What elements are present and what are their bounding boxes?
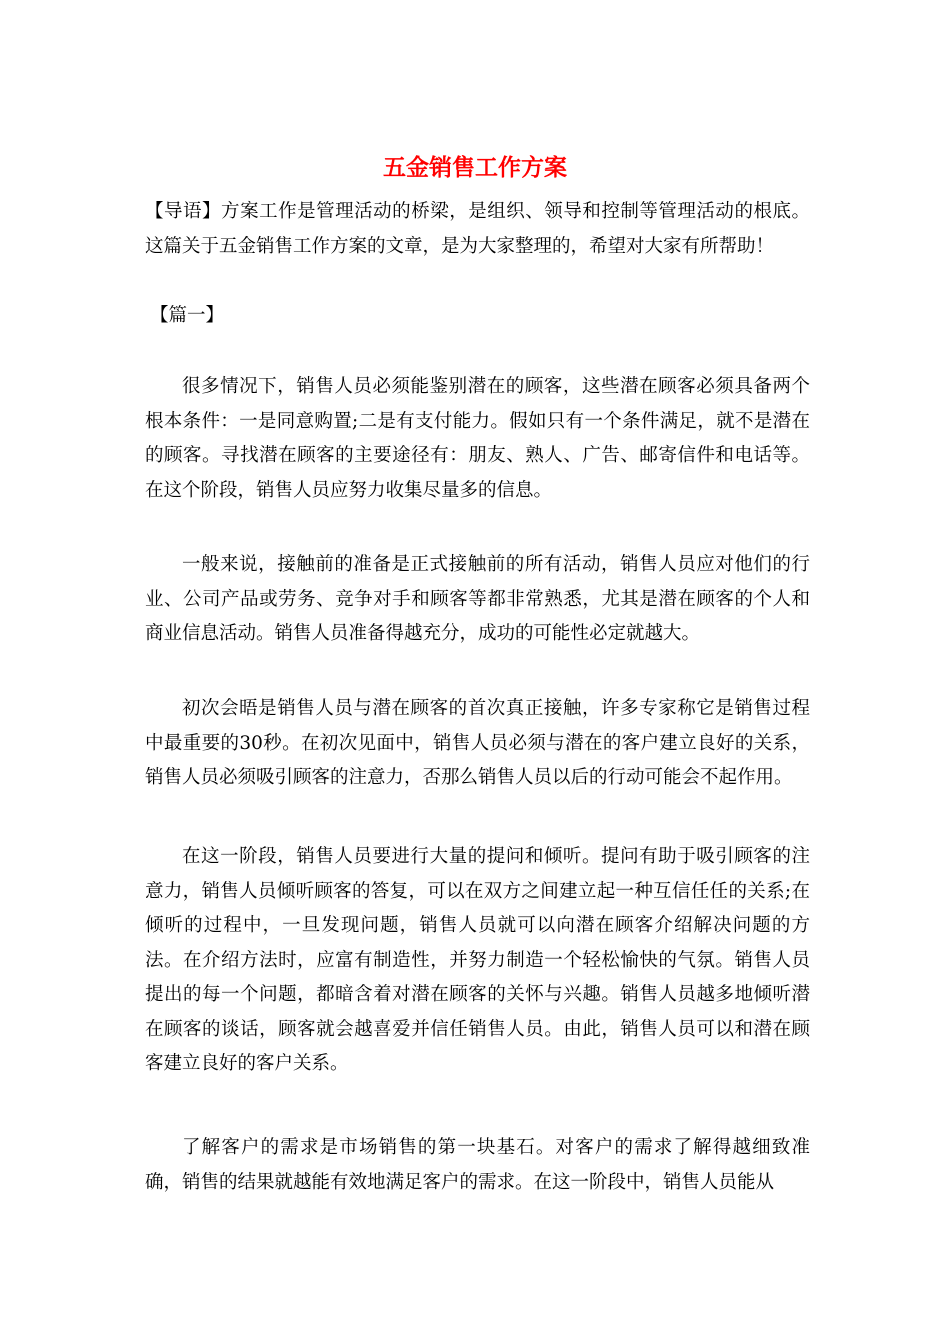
body-paragraph: 一般来说，接触前的准备是正式接触前的所有活动，销售人员应对他们的行业、公司产品或劳务、竞争对手和顾客等都非常熟悉，尤其是潜在顾客的个人和商业信息活动。销售人员准备得越充分，成功的可能性必定就越大。 — [145, 554, 810, 644]
intro-paragraph: 【导语】方案工作是管理活动的桥梁，是组织、领导和控制等管理活动的根底。这篇关于五金销售工作方案的文章，是为大家整理的，希望对大家有所帮助！ — [145, 201, 810, 257]
body-paragraph: 很多情况下，销售人员必须能鉴别潜在的顾客，这些潜在顾客必须具备两个根本条件：一是同意购置;二是有支付能力。假如只有一个条件满足，就不是潜在的顾客。寻找潜在顾客的主要途径有：朋友、熟人、广告、邮寄信件和电话等。在这个阶段，销售人员应努力收集尽量多的信息。 — [145, 376, 810, 501]
document-title: 五金销售工作方案 — [383, 154, 567, 181]
body-paragraph: 了解客户的需求是市场销售的第一块基石。对客户的需求了解得越细致准确，销售的结果就越能有效地满足客户的需求。在这一阶段中，销售人员能从 — [145, 1137, 810, 1193]
section-heading: 【篇一】 — [150, 305, 225, 326]
body-paragraph: 在这一阶段，销售人员要进行大量的提问和倾听。提问有助于吸引顾客的注意力，销售人员倾听顾客的答复，可以在双方之间建立起一种互信任任的关系;在倾听的过程中，一旦发现问题，销售人员就可以向潜在顾客介绍解决问题的方法。在介绍方法时，应富有制造性，并努力制造一个轻松愉快的气氛。销售人员提出的每一个问题，都暗含着对潜在顾客的关怀与兴趣。销售人员越多地倾听潜在顾客的谈话，顾客就会越喜爱并信任销售人员。由此，销售人员可以和潜在顾客建立良好的客户关系。 — [145, 846, 810, 1074]
body-paragraph: 初次会晤是销售人员与潜在顾客的首次真正接触，许多专家称它是销售过程中最重要的30秒。在初次见面中，销售人员必须与潜在的客户建立良好的关系，销售人员必须吸引顾客的注意力，否那么销售人员以后的行动可能会不起作用。 — [145, 698, 810, 788]
